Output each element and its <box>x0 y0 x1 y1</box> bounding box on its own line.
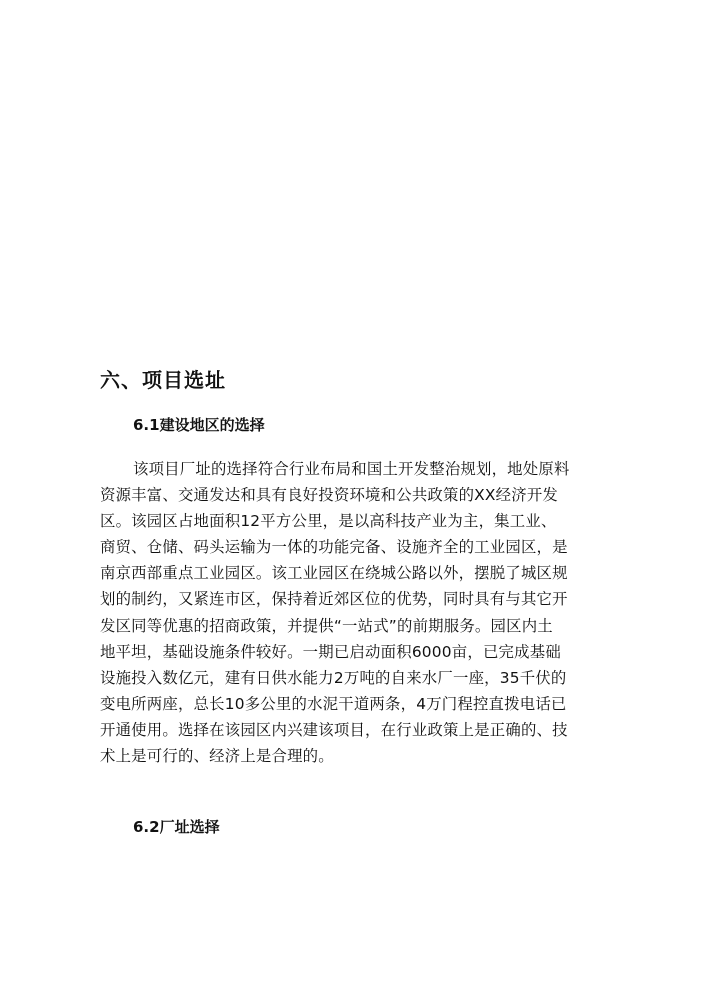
paragraph-line: 开通使用。选择在该园区内兴建该项目，在行业政策上是正确的、技 <box>100 720 568 739</box>
paragraph-line: 商贸、仓储、码头运输为一体的功能完备、设施齐全的工业园区，是 <box>100 538 568 557</box>
paragraph-line: 发区同等优惠的招商政策，并提供“一站式”的前期服务。园区内土 <box>100 616 553 635</box>
paragraph-line: 该项目厂址的选择符合行业布局和国土开发整治规划，地处原料 <box>133 460 570 478</box>
paragraph-line: 南京西部重点工业园区。该工业园区在绕城公路以外，摆脱了城区规 <box>100 564 568 583</box>
section-heading-6-1: 6.1建设地区的选择 <box>133 416 265 434</box>
paragraph-line: 设施投入数亿元，建有日供水能力2万吨的自来水厂一座，35千伏的 <box>100 668 567 687</box>
paragraph-line: 区。该园区占地面积12平方公里，是以高科技产业为主，集工业、 <box>100 512 557 531</box>
section-6-1-paragraph <box>100 456 606 769</box>
paragraph-line: 地平坦，基础设施条件较好。一期已启动面积6000亩，已完成基础 <box>100 642 561 661</box>
chapter-title: 六、项目选址 <box>100 368 226 392</box>
section-heading-6-2: 6.2厂址选择 <box>133 818 220 836</box>
paragraph-line: 划的制约，又紧连市区，保持着近郊区位的优势，同时具有与其它开 <box>100 590 568 609</box>
paragraph-line: 术上是可行的、经济上是合理的。 <box>100 747 334 766</box>
paragraph-line: 变电所两座，总长10多公里的水泥干道两条，4万门程控直拨电话已 <box>100 694 567 713</box>
paragraph-line: 资源丰富、交通发达和具有良好投资环境和公共政策的XX经济开发 <box>100 486 559 505</box>
